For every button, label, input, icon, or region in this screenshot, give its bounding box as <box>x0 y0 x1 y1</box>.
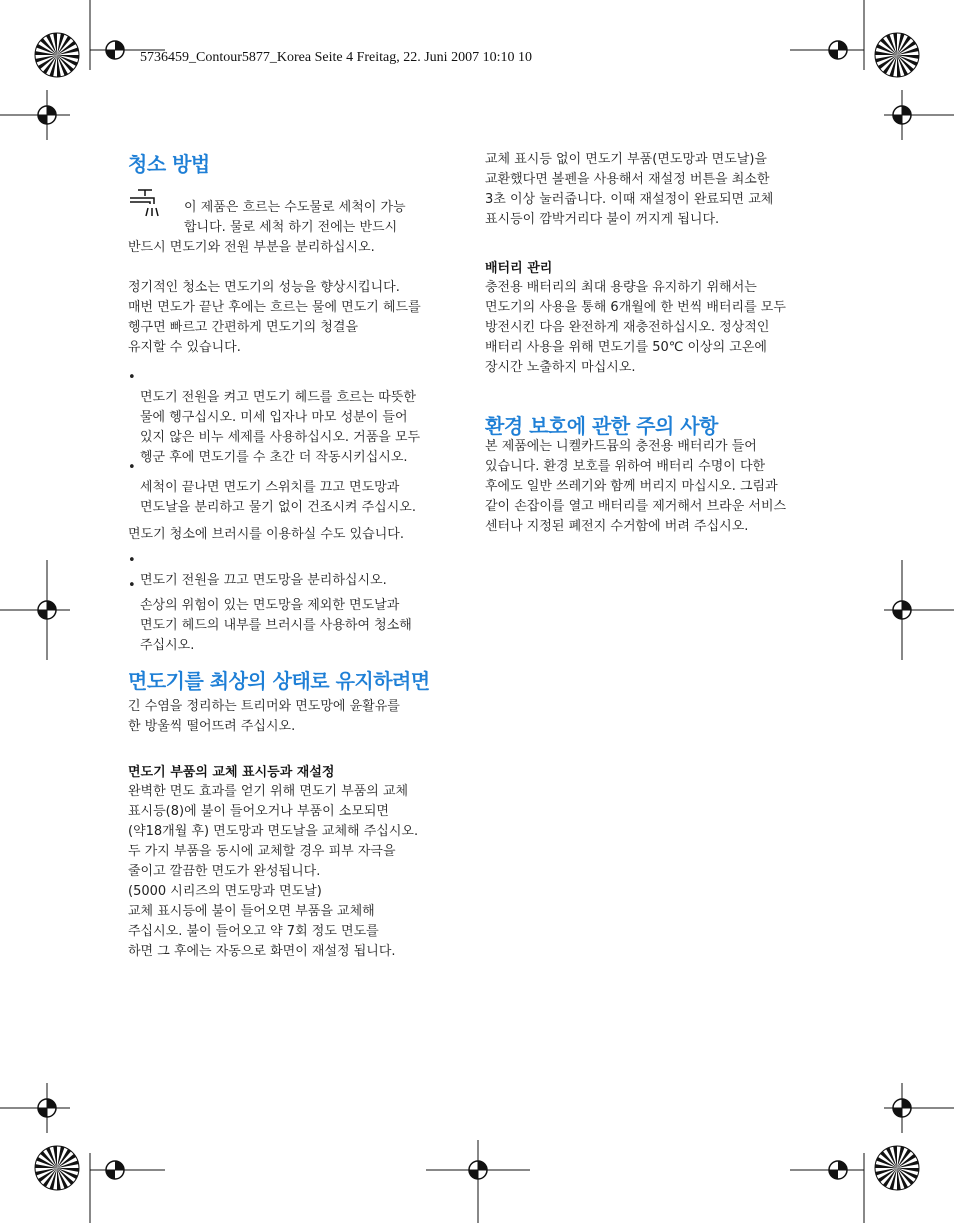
cleaning-para2: 면도기 청소에 브러시를 이용하실 수도 있습니다. <box>128 527 404 542</box>
cleaning-para1: 정기적인 청소는 면도기의 성능을 향상시킵니다. 매번 면도가 끝난 후에는 흐르는 물에 면도기 헤드를 헹구면 빠르고 간편하게 면도기의 청결을 유지할 수 있습니다. <box>128 280 421 355</box>
battery-title: 배터리 관리 <box>485 261 553 276</box>
cleaning-intro-line2: 합니다. 물로 세척 하기 전에는 반드시 <box>184 220 398 235</box>
list-item: • 손상의 위험이 있는 면도망을 제외한 면도날과 면도기 헤드의 내부를 브러시를 사용하여 청소해 주십시오. <box>128 578 412 653</box>
cleaning-intro-line3: 반드시 면도기와 전원 부분을 분리하십시오. <box>128 240 375 255</box>
cleaning-section <box>128 148 468 177</box>
parts-para: 완벽한 면도 효과를 얻기 위해 면도기 부품의 교체 표시등(8)에 불이 들어오거나 부품이 소모되면 (약18개월 후) 면도망과 면도날을 교체해 주십시오. 두 가지 부품을 동시에 교체할 경우 피부 자극을 줄이고 깔끔한 면도가 완성됩니다. (5000 시리즈의 면도망과 면도날) 교체 표시등에 불이 들어오면 부품을 교체해 주십시오. 불이 들어오고 약 7회 정도 면도를 하면 그 후에는 자동으로 화면이 재설정 됩니다. <box>128 784 419 959</box>
maintain-title: 면도기를 최상의 상태로 유지하려면 <box>128 669 430 693</box>
cleaning-intro-line1: 이 제품은 흐르는 수도물로 세척이 가능 <box>184 200 406 215</box>
faucet-water-icon <box>128 188 168 218</box>
list-item: • 면도기 전원을 켜고 면도기 헤드를 흐르는 따뜻한 물에 헹구십시오. 미세 입자나 마모 성분이 들어 있지 않은 비누 세제를 사용하십시오. 거품을 모두 헹군 후에 면도기를 수 초간 더 작동시키십시오. <box>128 370 421 465</box>
star-target-bl <box>35 1146 79 1190</box>
star-target-tl <box>35 33 79 77</box>
environment-para: 본 제품에는 니켈카드뮴의 충전용 배터리가 들어 있습니다. 환경 보호를 위하여 배터리 수명이 다한 후에도 일반 쓰레기와 함께 버리지 마십시오. 그림과 같이 손잡이를 열고 배터리를 제거해서 브라운 서비스 센터나 지정된 폐전지 수거함에 버려 주십시오. <box>485 439 787 534</box>
reset-para: 교체 표시등 없이 면도기 부품(면도망과 면도날)을 교환했다면 볼펜을 사용해서 재설정 버튼을 최소한 3초 이상 눌러줍니다. 이때 재설정이 완료되면 교체 표시등이 깜박거리다 불이 꺼지게 됩니다. <box>485 152 774 227</box>
list-item: • 면도기 전원을 끄고 면도망을 분리하십시오. <box>128 553 387 588</box>
environment-title: 환경 보호에 관한 주의 사항 <box>485 414 718 438</box>
maintain-para: 긴 수염을 정리하는 트리머와 면도망에 윤활유를 한 방울씩 떨어뜨려 주십시오. <box>128 699 400 734</box>
battery-para: 충전용 배터리의 최대 용량을 유지하기 위해서는 면도기의 사용을 통해 6개월에 한 번씩 배터리를 모두 방전시킨 다음 완전하게 재충전하십시오. 정상적인 배터리 사용을 위해 면도기를 50℃ 이상의 고온에 장시간 노출하지 마십시오. <box>485 280 786 375</box>
star-target-tr <box>875 33 919 77</box>
print-info-header: 5736459_Contour5877_Korea Seite 4 Freitag, 22. Juni 2007 10:10 10 <box>140 50 532 65</box>
cleaning-title: 청소 방법 <box>128 152 210 176</box>
list-item: • 세척이 끝나면 면도기 스위치를 끄고 면도망과 면도날을 분리하고 물기 없이 건조시켜 주십시오. <box>128 460 416 515</box>
star-target-br <box>875 1146 919 1190</box>
parts-title: 면도기 부품의 교체 표시등과 재설정 <box>128 765 335 780</box>
cleaning-bullets1 <box>128 368 468 468</box>
